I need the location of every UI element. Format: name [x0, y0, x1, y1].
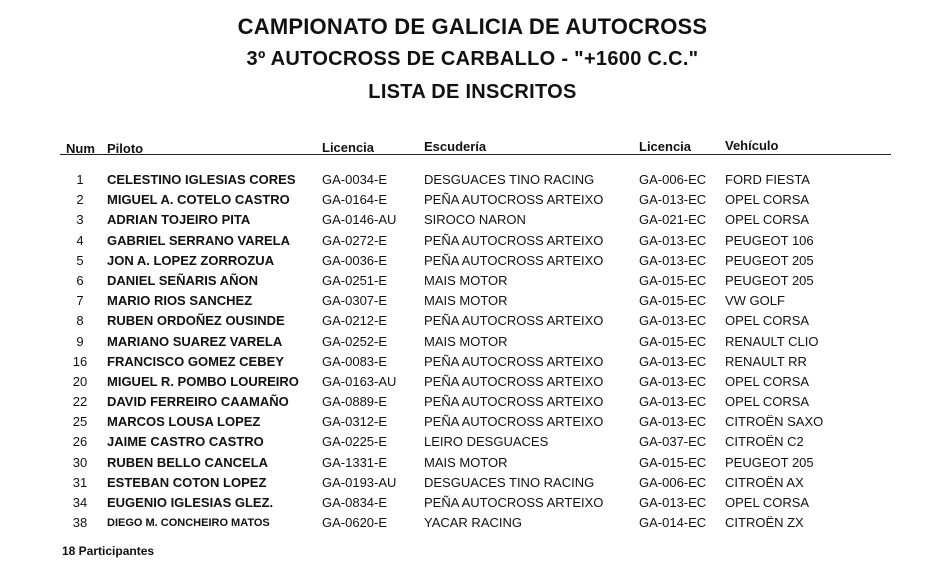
driver-name: GABRIEL SERRANO VARELA — [107, 232, 290, 248]
table-row — [0, 231, 945, 251]
table-row — [0, 311, 945, 331]
driver-license: GA-0212-E — [322, 313, 388, 329]
team-name: PEÑA AUTOCROSS ARTEIXO — [424, 232, 604, 248]
driver-name: ADRIAN TOJEIRO PITA — [107, 212, 251, 228]
entrant-number: 9 — [76, 333, 84, 349]
team-license: GA-013-EC — [639, 192, 707, 208]
team-name: PEÑA AUTOCROSS ARTEIXO — [424, 495, 604, 510]
team-name: PEÑA AUTOCROSS ARTEIXO — [424, 313, 604, 329]
team-license: GA-013-EC — [639, 414, 707, 430]
vehicle: CITROËN C2 — [725, 434, 804, 450]
entrants-table — [0, 170, 945, 533]
vehicle: FORD FIESTA — [725, 172, 810, 187]
entrant-number: 7 — [76, 293, 84, 309]
team-license: GA-015-EC — [639, 272, 707, 288]
driver-name: MARCOS LOUSA LOPEZ — [107, 414, 261, 430]
team-name: SIROCO NARON — [424, 212, 526, 228]
vehicle: PEUGEOT 106 — [725, 232, 814, 248]
driver-name: DIEGO M. CONCHEIRO MATOS — [107, 517, 270, 530]
team-name: PEÑA AUTOCROSS ARTEIXO — [424, 373, 604, 389]
driver-license: GA-0272-E — [322, 232, 388, 248]
driver-license: GA-0889-E — [322, 394, 388, 410]
team-license: GA-013-EC — [639, 394, 707, 410]
vehicle: PEUGEOT 205 — [725, 272, 814, 288]
championship-title: CAMPIONATO DE GALICIA DE AUTOCROSS — [237, 14, 708, 39]
entrant-number: 20 — [72, 373, 88, 389]
team-name: YACAR RACING — [424, 515, 522, 531]
driver-license: GA-0163-AU — [322, 373, 397, 389]
header-num: Num — [66, 141, 95, 156]
table-row — [0, 432, 945, 452]
driver-name: EUGENIO IGLESIAS GLEZ. — [107, 495, 274, 510]
team-name: DESGUACES TINO RACING — [424, 474, 595, 490]
vehicle: OPEL CORSA — [725, 212, 810, 228]
driver-name: DAVID FERREIRO CAAMAÑO — [107, 394, 289, 410]
team-license: GA-015-EC — [639, 333, 707, 349]
vehicle: RENAULT RR — [725, 353, 807, 369]
team-license: GA-006-EC — [639, 474, 707, 490]
table-row — [0, 493, 945, 513]
team-license: GA-013-EC — [639, 252, 707, 268]
vehicle: OPEL CORSA — [725, 394, 810, 410]
entrant-number: 4 — [76, 232, 84, 248]
team-name: DESGUACES TINO RACING — [424, 172, 595, 187]
entrant-number: 34 — [72, 495, 88, 510]
driver-license: GA-0225-E — [322, 434, 388, 450]
entrant-number: 1 — [76, 172, 84, 187]
header-piloto: Piloto — [107, 141, 144, 156]
driver-name: JON A. LOPEZ ZORROZUA — [107, 252, 275, 268]
vehicle: PEUGEOT 205 — [725, 454, 814, 470]
driver-name: RUBEN BELLO CANCELA — [107, 454, 269, 470]
entrant-number: 30 — [72, 454, 88, 470]
driver-license: GA-0164-E — [322, 192, 388, 208]
team-license: GA-013-EC — [639, 495, 707, 510]
driver-license: GA-1331-E — [322, 454, 388, 470]
driver-license: GA-0312-E — [322, 414, 388, 430]
team-license: GA-006-EC — [639, 172, 707, 187]
vehicle: OPEL CORSA — [725, 192, 810, 208]
table-row — [0, 332, 945, 352]
team-license: GA-015-EC — [639, 454, 707, 470]
team-license: GA-013-EC — [639, 313, 707, 329]
participants-count: 18 Participantes — [62, 544, 155, 558]
driver-name: DANIEL SEÑARIS AÑON — [107, 272, 258, 288]
vehicle: RENAULT CLIO — [725, 333, 819, 349]
vehicle: OPEL CORSA — [725, 495, 810, 510]
team-license: GA-015-EC — [639, 293, 707, 309]
team-license: GA-021-EC — [639, 212, 707, 228]
team-name: PEÑA AUTOCROSS ARTEIXO — [424, 414, 604, 430]
team-name: MAIS MOTOR — [424, 333, 508, 349]
driver-license: GA-0620-E — [322, 515, 388, 531]
driver-name: ESTEBAN COTON LOPEZ — [107, 474, 267, 490]
table-row — [0, 251, 945, 271]
table-row — [0, 473, 945, 493]
entrant-number: 25 — [72, 414, 88, 430]
header-licencia-escuderia: Licencia — [639, 139, 692, 154]
table-row — [0, 271, 945, 291]
driver-name: FRANCISCO GOMEZ CEBEY — [107, 353, 284, 369]
team-name: PEÑA AUTOCROSS ARTEIXO — [424, 252, 604, 268]
table-row — [0, 453, 945, 473]
team-license: GA-014-EC — [639, 515, 707, 531]
team-name: MAIS MOTOR — [424, 293, 508, 309]
header-licencia: Licencia — [322, 140, 375, 155]
driver-license: GA-0252-E — [322, 333, 388, 349]
driver-license: GA-0146-AU — [322, 212, 397, 228]
vehicle: CITROËN AX — [725, 474, 804, 490]
vehicle: PEUGEOT 205 — [725, 252, 814, 268]
driver-name: JAIME CASTRO CASTRO — [107, 434, 264, 450]
driver-name: MARIO RIOS SANCHEZ — [107, 293, 253, 309]
table-row — [0, 513, 945, 533]
table-row — [0, 392, 945, 412]
entrant-number: 2 — [76, 192, 84, 208]
driver-license: GA-0083-E — [322, 353, 388, 369]
vehicle: CITROËN ZX — [725, 515, 804, 531]
entrant-number: 8 — [76, 313, 84, 329]
table-row — [0, 412, 945, 432]
table-row — [0, 210, 945, 230]
entrant-number: 6 — [76, 272, 84, 288]
team-license: GA-037-EC — [639, 434, 707, 450]
driver-license: GA-0034-E — [322, 172, 388, 187]
team-name: MAIS MOTOR — [424, 272, 508, 288]
entrant-number: 22 — [72, 394, 88, 410]
team-name: PEÑA AUTOCROSS ARTEIXO — [424, 353, 604, 369]
driver-name: MIGUEL A. COTELO CASTRO — [107, 192, 290, 208]
table-row — [0, 170, 945, 190]
header-divider — [60, 154, 891, 155]
team-license: GA-013-EC — [639, 373, 707, 389]
table-row — [0, 291, 945, 311]
entrant-number: 26 — [72, 434, 88, 450]
team-name: PEÑA AUTOCROSS ARTEIXO — [424, 192, 604, 208]
vehicle: VW GOLF — [725, 293, 785, 309]
driver-license: GA-0193-AU — [322, 474, 397, 490]
driver-license: GA-0036-E — [322, 252, 388, 268]
driver-license: GA-0307-E — [322, 293, 388, 309]
entrant-number: 16 — [72, 353, 88, 369]
team-name: MAIS MOTOR — [424, 454, 508, 470]
table-row — [0, 190, 945, 210]
vehicle: CITROËN SAXO — [725, 414, 824, 430]
table-row — [0, 352, 945, 372]
driver-license: GA-0834-E — [322, 495, 388, 510]
driver-name: MIGUEL R. POMBO LOUREIRO — [107, 373, 299, 389]
driver-name: MARIANO SUAREZ VARELA — [107, 333, 283, 349]
entrant-number: 5 — [76, 252, 84, 268]
table-row — [0, 372, 945, 392]
vehicle: OPEL CORSA — [725, 313, 810, 329]
driver-license: GA-0251-E — [322, 272, 388, 288]
entrant-number: 38 — [72, 515, 88, 531]
team-license: GA-013-EC — [639, 353, 707, 369]
vehicle: OPEL CORSA — [725, 373, 810, 389]
entrant-number: 31 — [72, 474, 88, 490]
driver-name: CELESTINO IGLESIAS CORES — [107, 172, 296, 187]
team-license: GA-013-EC — [639, 232, 707, 248]
header-vehiculo: Vehículo — [725, 138, 779, 153]
team-name: PEÑA AUTOCROSS ARTEIXO — [424, 394, 604, 410]
list-title: LISTA DE INSCRITOS — [368, 81, 577, 103]
event-title: 3º AUTOCROSS DE CARBALLO - "+1600 C.C." — [246, 48, 699, 70]
team-name: LEIRO DESGUACES — [424, 434, 549, 450]
header-escuderia: Escudería — [424, 139, 487, 154]
entrant-number: 3 — [76, 212, 84, 228]
driver-name: RUBEN ORDOÑEZ OUSINDE — [107, 313, 285, 329]
